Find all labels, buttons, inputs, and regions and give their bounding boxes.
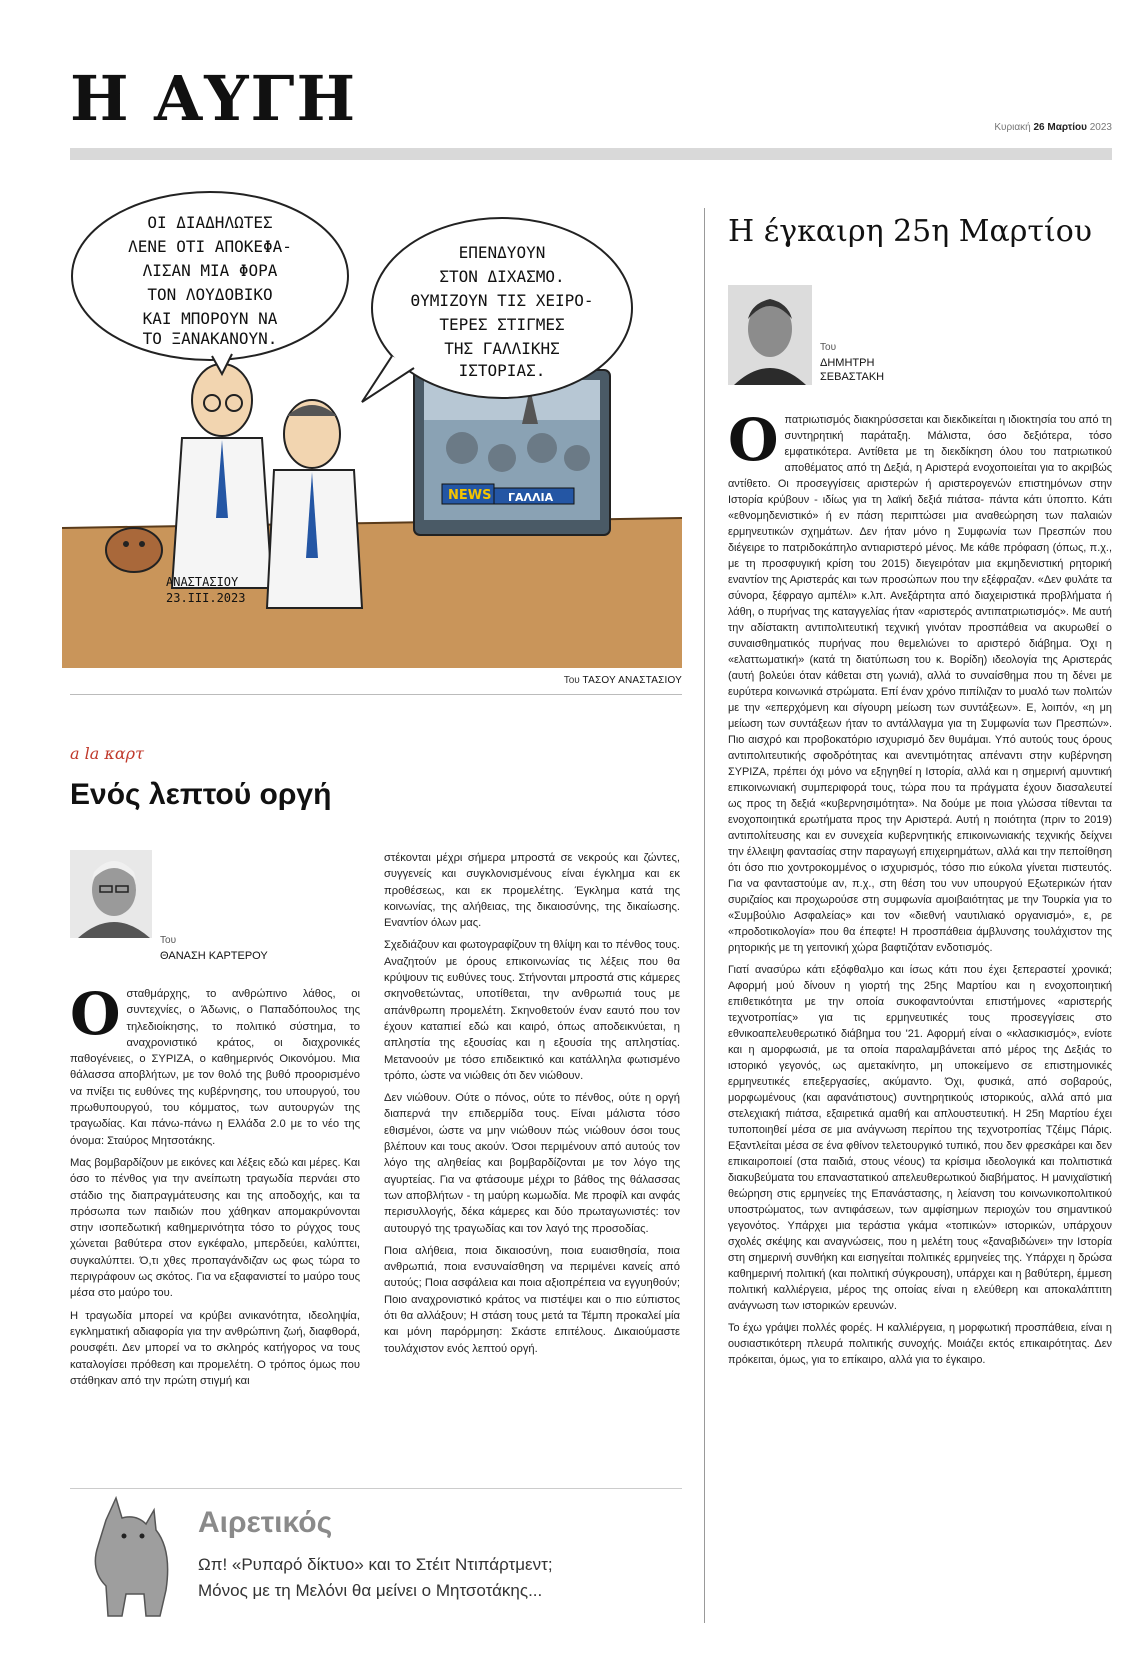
tv-news-label: NEWS [448,488,492,503]
footer-title: Αιρετικός [198,1506,333,1539]
footer-line: Ωπ! «Ρυπαρό δίκτυο» και το Στέιτ Ντιπάρτμεντ; [198,1555,553,1574]
right-article-title: Η έγκαιρη 25η Μαρτίου [728,214,1093,249]
bubble-left-line: ΛΕΝΕ ΟΤΙ ΑΠΟΚΕΦΑ- [128,237,292,256]
paragraph: πατριωτισμός διακηρύσσεται και διεκδικείται η ιδιοκτησία του από τη συντηρητική παράταξη. Μάλιστα, όσο δεξιότερα, τόσο εμφατικότερα. Αντίθετα με τη διεκδίκηση όλου του πατριωτικού αποθέματος από τη Δεξιά, η Αριστερά ενοχοποιείται για το ακριβώς αντίθετο. Οι προσεγγίσεις αριστερών ή αριστερογενών επιστημόνων στην Ιστορία κρύβουν - ιδίως για τη λαϊκή δεξιά πιάτσα- πάντα κάτι ύποπτο. Κάτι «εθνομηδενιστικό» ή εν πάση περιπτώσει μια αναθεώρηση των παλαιών ερμηνευτικών σχημάτων. Δεν ήταν μόνο η Συμφωνία των Πρεσπών που διέγειρε το πατριδοκάπηλο αντιαριστερό μένος. Με κάθε πρόφαση (όπως, π.χ., με τη προσφυγική κρίση του 2015) διεγειρόταν μια εκμηδενιστική ρητορική εναντίον της Αριστεράς και των προσώπων που την εξέφραζαν. «Δεν φυλάτε τα σύνορα, ξέφραγο αμπέλι» κ.λπ. Ανεξάρτητα από διαχειριστικά προβλήματα ή λάθη, ο πυρήνας της καταγγελίας ήταν «αριστερός αντιπατριωτισμός». Με αυτή την αδίστακτη αντιπολιτευτική τεχνική γινόταν προσπάθεια να ακυρωθεί ο συναισθηματικός πυρήνας που θεμελιώνει το αριστερό διάβημα. Όχι η «ελαττωματική» (κατά τη διατύπωση του κ. Βορίδη) ιδεολογία της Αριστεράς (αυτή βολεύει όταν κάθεται στη γωνιά), αλλά το συναίσθημα που τη δένει με ευρύτερα κοινωνικά στρώματα. Επί έναν χρόνο πιπίλιζαν το μυαλό των πολιτών με την «επερχόμενη και σίγουρη μείωση των συντάξεων». Ε, λοιπόν, «η μη μείωση των συντάξεων ήταν το αντάλλαγμα για τη Συμφωνία των Πρεσπών». Πιο αισχρό και προβοκατόριο ισχυρισμό δεν θυμάμαι. Υπό αυτούς τους όρους αντιπολιτευτικής σφοδρότητας και ανεντιμότητας απέναντι στην κυβέρνηση ΣΥΡΙΖΑ, πρέπει όχι μόνο να εξηγηθεί η Ιστορία, αλλά και η σημερινή αμυντική επικοινωνιακή συμπεριφορά τους, τώρα που τα πράγματα έχουν διασαλευτεί ως προς τη δεξιά «κυβερνησιμότητα». Να δούμε με ποια γλώσσα τίθενται τα ενοχοποιητικά ερωτήματα προς την Αριστερά. Αυτή η ποιότητα (πριν το 2019) αντιπολίτευσης και εν συνεχεία κυβερνητικής επικοινωνιακής τεχνικής δείχνει την έλλειψη φαντασίας στην παραγωγή επιχειρημάτων, αλλά και την πεποίθηση ότι όσο πιο χοντροκομμένος ο ισχυρισμός, τόσο πιο εύκολα γίνεται πιστευτός. Για να φανταστούμε αν, π.χ., στη θέση του νυν υπουργού Εξωτερικών ήταν συριζαίος και προχωρούσε στη συμφωνία αμοιβαιότητας με την Τουρκία για το «Συμβούλιο Ασφαλείας» και τον «διεθνή ναυτιλιακό οργανισμό», ε, ρε «προδοτικολογία» που θα έπεφτε! Η προσπάθεια άμβλυνσης τουλάχιστον της ρητορικής με τη γειτονική χώρα βαφτιζόταν ενδοτισμός. [728,414,1112,954]
bubble-right-line: ΘΥΜΙΖΟΥΝ ΤΙΣ ΧΕΙΡΟ- [410,291,594,310]
byline-author: ΘΑΝΑΣΗ ΚΑΡΤΕΡΟΥ [160,950,268,962]
cartoon-credit [70,675,682,686]
paragraph: Η τραγωδία μπορεί να κρύβει ανικανότητα, ιδεοληψία, εγκληματική αδιαφορία για την ανθρώπινη ζωή, διαφθορά, ρουσφέτι. Δεν μπορεί να το σκληρός κατήγορος να τους καταλογίσει πρόθεση και προμελέτη. Ο τρόπος όμως που στάθηκαν από την πρώτη στιγμή και [70,1309,360,1387]
bubble-right-line: ΕΠΕΝΔΥΟΥΝ [458,243,546,262]
dateline [994,122,1112,133]
bubble-left-line: ΛΙΣΑΝ ΜΙΑ ΦΟΡΑ [142,261,278,280]
footer-rule [70,1488,682,1489]
dropcap: Ο [70,980,121,1048]
date-date: 26 Μαρτίου [1033,122,1087,133]
cartoon-signature: ΑΝΑΣΤΑΣΙΟΥ [166,575,239,589]
author-last-name: ΣΕΒΑΣΤΑΚΗ [820,371,885,383]
bubble-left-line: ΟΙ ΔΙΑΔΗΛΩΤΕΣ [147,213,273,232]
author-photo-sevastaki [728,285,812,385]
paragraph: Το έχω γράψει πολλές φορές. Η καλλιέργεια, η μορφωτική προσπάθεια, είναι η ουσιαστικότερη πλευρά πολιτικής συνοχής. Μοιάζει εκτός επικαιρότητας. Δεν πρόκειται, όμως, για το επίκαιρο, αλλά για το έγκαιρο. [728,1322,1112,1366]
paragraph: στέκονται μέχρι σήμερα μπροστά σε νεκρούς και ζώντες, συγγενείς και συγκλονισμένους είναι έγκλημα και εκ προθέσεως, και εκ προμελέτης. Έγκλημα κατά της κοινωνίας, της αλήθειας, της δικαιοσύνης, της δικαίωσης. Εναντίον όλων μας. [384,852,680,930]
masthead-rule [70,148,1112,160]
masthead-title: Η ΑΥΓΗ [70,62,358,135]
section-divider [70,694,682,695]
bubble-left-line: ΤΟΝ ΛΟΥΔΟΒΙΚΟ [147,285,273,304]
author-photo-karterou [70,850,152,938]
dropcap: Ο [728,406,779,474]
credit-name: ΤΑΣΟΥ ΑΝΑΣΤΑΣΙΟΥ [582,675,682,686]
left-article-title: Ενός λεπτού οργή [70,778,332,811]
date-day: Κυριακή [994,122,1031,133]
date-year: 2023 [1089,122,1112,133]
footer-text [198,1552,678,1604]
left-article-column-1 [70,980,360,1395]
bubble-left-line: ΤΟ ΞΑΝΑΚΑΝΟΥΝ. [142,329,278,348]
paragraph: Γιατί ανασύρω κάτι εξόφθαλμο και ίσως κάτι που έχει ξεπεραστεί χρονικά; Αφορμή μού δίνουν η γιορτή της 25ης Μαρτίου και η ενοχοποιητική επιθετικότητα με την οποία συκοφαντούνται επιστήμονες «αριστερής τεχνοτροπίας» για τις ερμηνευτικές τους προσεγγίσεις στο εθνικοαπελευθερωτικό διάβημα του '21. Αφορμή είναι ο «κλασικισμός», ενίοτε και η αμορφωσιά, με τα οποία παραλαμβάνεται από μέρος της Δεξιάς το ιστορικό γεγονός, ως αμετακίνητο, μη υποκείμενο σε επιστημονικές ερμηνευτικές επεξεργασίες, ακύμαντο. Όχι, φυσικά, από σοβαρούς, μορφωμένους (και αφανάτιστους) συντηρητικούς ιστορικούς, αλλά από μια στελεχιακή πιάτσα, εξαιρετικά αμαθή και απλουστευτική. Η 25η Μαρτίου έχει τυποποιηθεί μέσα σε μια ανάγνωση περίπου της τεχνοτροπίας Τζέιμς Πάρις. Εξαντλείται μέσα σε ένα φθίνον τελετουργικό τυπικό, που δεν φρεσκάρει και δεν επικαιροποιεί (στα παιδιά, στους νέους) τα κρίσιμα ιδεολογικά και πολιτιστικά διακυβεύματα του επαναστατικού απελευθερωτικού διαβήματος. Η μανιχαϊστική θεώρηση στις ερμηνείες της Επανάστασης, η λείανση του κοινωνικοπολιτικού υποστρώματος, των αντιφάσεων, των αμφίσημων περιοχών του σημαντικού γεγονότος. Υπάρχει μια τεράστια γκάμα «τοπικών» ιστορικών, υπάρχουν σχολές σκέψης και αναγνώσεις, που η μελέτη τους «ξαναβιδώνει» την Ιστορία στη σημερινή συνθήκη και εισηγείται πολιτικές ερμηνείες της. Υπάρχει η δρώσα καθημερινή πολιτική (και πολιτική σύγκρουση), υπάρχει και η βαθύτερη, έμμεση πολιτική καλλιέργεια, μέρος της οποίας είναι η ελεύθερη και αποκαλάπτιτη ανάγνωση των ιστορικών ερευνών. [728,964,1112,1312]
left-article-column-2 [384,850,680,1363]
cartoon-dog [106,528,162,572]
right-article-body [728,406,1112,1374]
byline-author [820,356,884,384]
bubble-left-line: ΚΑΙ ΜΠΟΡΟΥΝ ΝΑ [142,309,278,328]
author-first-name: ΔΗΜΗΤΡΗ [820,357,875,369]
bubble-right-line: ΣΤΟΝ ΔΙΧΑΣΜΟ. [439,267,565,286]
bubble-right-line: ΤΕΡΕΣ ΣΤΙΓΜΕΣ [439,315,565,334]
section-kicker: a la καρτ [70,744,144,763]
paragraph: σταθμάρχης, το ανθρώπινο λάθος, οι συντεχνίες, ο Άδωνις, ο Παπαδόπουλος της τηλεδιοίκησης, το πολιτικό σύστημα, το αναχρονιστικό κράτος, οι διαχρονικές παθογένειες, ο ΣΥΡΙΖΑ, ο καθημερινός Οικονόμου. Μια θάλασσα αποβλήτων, με τον θολό της βυθό προορισμένο να πνίξει τις ευθύνες της κυβέρνησης, του υπουργού, του πρωθυπουργού, του κόμματος, των αυτουργών της τραγωδίας. Και πάνω-πάνω η Ελλάδα 2.0 με το νέο της όνομα: Σταύρος Μητσοτάκης. [70,988,360,1147]
byline-prefix: Του [160,935,177,946]
paragraph: Ποια αλήθεια, ποια δικαιοσύνη, ποια ευαισθησία, ποια ανθρωπιά, ποια ενσυναίσθηση να περιμένει κανείς από αυτούς; Ποια ασφάλεια και ποια αξιοπρέπεια να εγγυηθούν; Ποιο αναχρονιστικό κράτος να πιστέψει και ο πιο εύπιστος ότι θα αλλάξουν; Η στάση τους μετά τα Τέμπη προκαλεί μία και μόνη παρόρμηση: Σκάστε επιτέλους. Δικαιούμαστε τουλάχιστον ενός λεπτού οργή. [384,1244,680,1355]
cartoon-signature-date: 23.III.2023 [166,591,246,605]
paragraph: Δεν νιώθουν. Ούτε ο πόνος, ούτε το πένθος, ούτε η οργή διαπερνά την επιδερμίδα τους. Είναι μάλιστα τόσο εθισμένοι, ώστε να μην νιώθουν πώς νιώθουν όσοι τους βλέπουν και τους ακούν. Όσοι περιμένουν από αυτούς τον λόγο της αληθείας και βομβαρδίζονται με τον λόγο της αγυρτείας. Για να φτάσουμε μέχρι το βάθος της θάλασσας των αποβλήτων - τη μαύρη κωμωδία. Με προφίλ και ανφάς περισυλλογής, δέκα κάμερες και δύο πρωταγωνιστές: τον αυτουργό της τραγωδίας και τον λαγό της προσοδίας. [384,1092,680,1235]
bubble-right-line: ΙΣΤΟΡΙΑΣ. [458,361,546,380]
bubble-right-line: ΤΗΣ ΓΑΛΛΙΚΗΣ [444,339,560,358]
paragraph: Μας βομβαρδίζουν με εικόνες και λέξεις εδώ και μέρες. Και όσο το πένθος για την ανείπωτη τραγωδία περνάει στο στάδιο της διαπραγμάτευσης και της αποδοχής, και τα πρόσωπα των παιδιών που χάθηκαν απομακρύνονται στην ισοπεδωτική καθημερινότητα τόσο το ρύγχος τους χώνεται βαθύτερα στον εγκέφαλο, μπερδεύει, καλύπτει, συγκαλύπτει. Ό,τι χθες προπαγάνδιζαν ως φως τώρα το περιγράφουν ως σκότος. Για να εξαφανιστεί το μαύρο τους μέσα στο μαύρο του. [70,1156,360,1300]
rhino-icon [76,1490,186,1620]
byline-prefix: Του [820,342,837,353]
column-divider [704,208,705,1623]
credit-prefix: Του [563,675,580,686]
editorial-cartoon [62,188,682,668]
footer-line: Μόνος με τη Μελόνι θα μείνει ο Μητσοτάκης... [198,1581,543,1600]
paragraph: Σχεδιάζουν και φωτογραφίζουν τη θλίψη και το πένθος τους. Αναζητούν με όρους επικοινωνίας τις λέξεις που θα κρύψουν τις ευθύνες τους. Στήνονται μπροστά στις κάμερες σκηνοθετώντας, υποτίθεται, την ανθρωπιά τους με απάνθρωπη προμελέτη. Σκηνοθετούν έναν εαυτό που τον έχουν καταπιεί εδώ και καιρό, όπως αποδεικνύεται, η απληστία της εξουσίας και η εξουσία της απληστίας. Μετανοούν με τόσο επιδεικτικό και κατάλληλα φωτισμένο τρόπο, ώστε να νιώθεις ότι δεν νιώθουν. [384,939,681,1082]
tv-country-label: ΓΑΛΛΙΑ [508,491,554,504]
